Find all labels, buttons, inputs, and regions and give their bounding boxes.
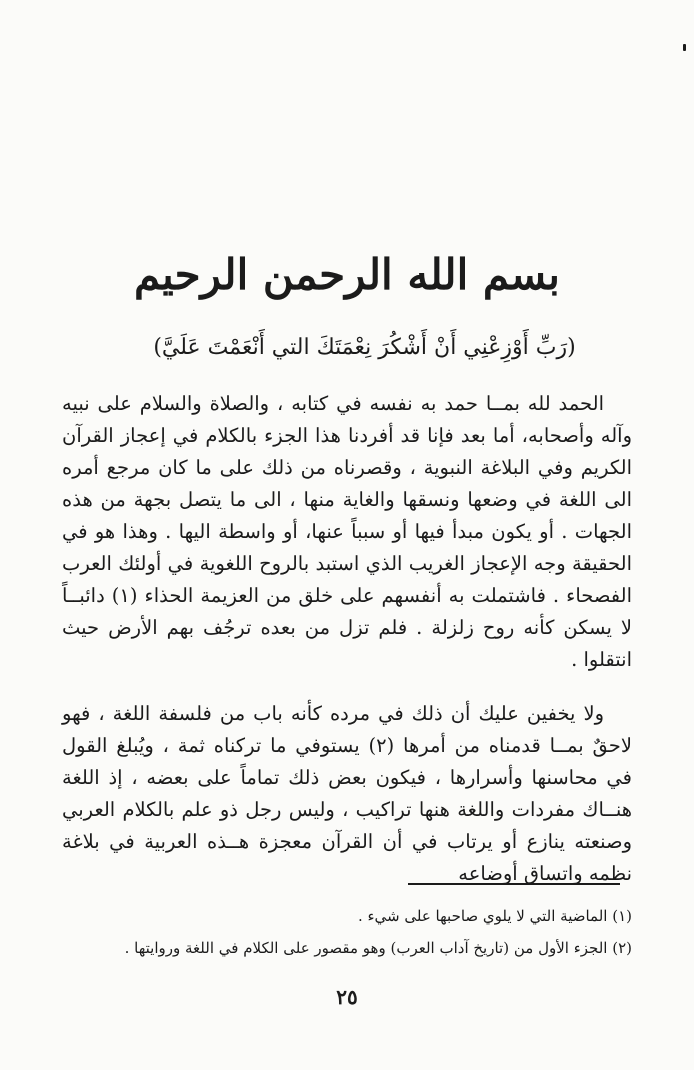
footnote-2: (٢) الجزء الأول من (تاريخ آداب العرب) وهو مقصور على الكلام في اللغة وروايتها . bbox=[124, 939, 632, 957]
quran-verse: (رَبِّ أَوْزِعْنِي أَنْ أَشْكُرَ نِعْمَتَكَ التي أَنْعَمْتَ عَلَيَّ) bbox=[153, 335, 576, 360]
page-edge-mark bbox=[683, 44, 686, 51]
page-number: ٢٥ bbox=[336, 985, 358, 1009]
body-text bbox=[62, 388, 632, 890]
paragraph-1: الحمد لله بمــا حمد به نفسه في كتابه ، والصلاة والسلام على نبيه وآله وأصحابه، أما بعد فإنا قد أفردنا هذا الجزء بالكلام في إعجاز القرآن الكريم وفي البلاغة النبوية ، وقصرناه من ذلك على ما كان مرجع أمره الى اللغة في وضعها ونسقها والغاية منها ، الى ما يتصل بجهة من هذه الجهات . أو يكون مبدأ فيها أو سبباً عنها، أو واسطة اليها . وهذا هو في الحقيقة وجه الإعجاز الغريب الذي استبد بالروح اللغوية في أولئك العرب الفصحاء . فاشتملت به أنفسهم على خلق من العزيمة الحذاء (١) دائبــاً لا يسكن كأنه روح زلزلة . فلم تزل من بعده ترجُف بهم الأرض حيث انتقلوا . bbox=[62, 392, 632, 671]
basmala-heading: بسم الله الرحمن الرحيم bbox=[134, 250, 560, 299]
footnotes bbox=[62, 900, 632, 964]
footnote-1: (١) الماضية التي لا يلوي صاحبها على شيء . bbox=[357, 907, 632, 925]
paragraph-2: ولا يخفين عليك أن ذلك في مرده كأنه باب من فلسفة اللغة ، فهو لاحقٌ بمــا قدمناه من أمرها (٢) يستوفي ما تركناه ثمة ، ويُبلغ القول في محاسنها وأسرارها ، فيكون بعض ذلك تماماً على بعضه ، إذ اللغة هنــاك مفردات واللغة هنها تراكيب ، وليس رجل ذو علم بالكلام العربي وصنعته ينازع أو يرتاب في أن القرآن معجزة هــذه العربية في بلاغة نظمه واتساق أوضاعه bbox=[62, 702, 632, 885]
footnote-separator bbox=[408, 883, 620, 885]
